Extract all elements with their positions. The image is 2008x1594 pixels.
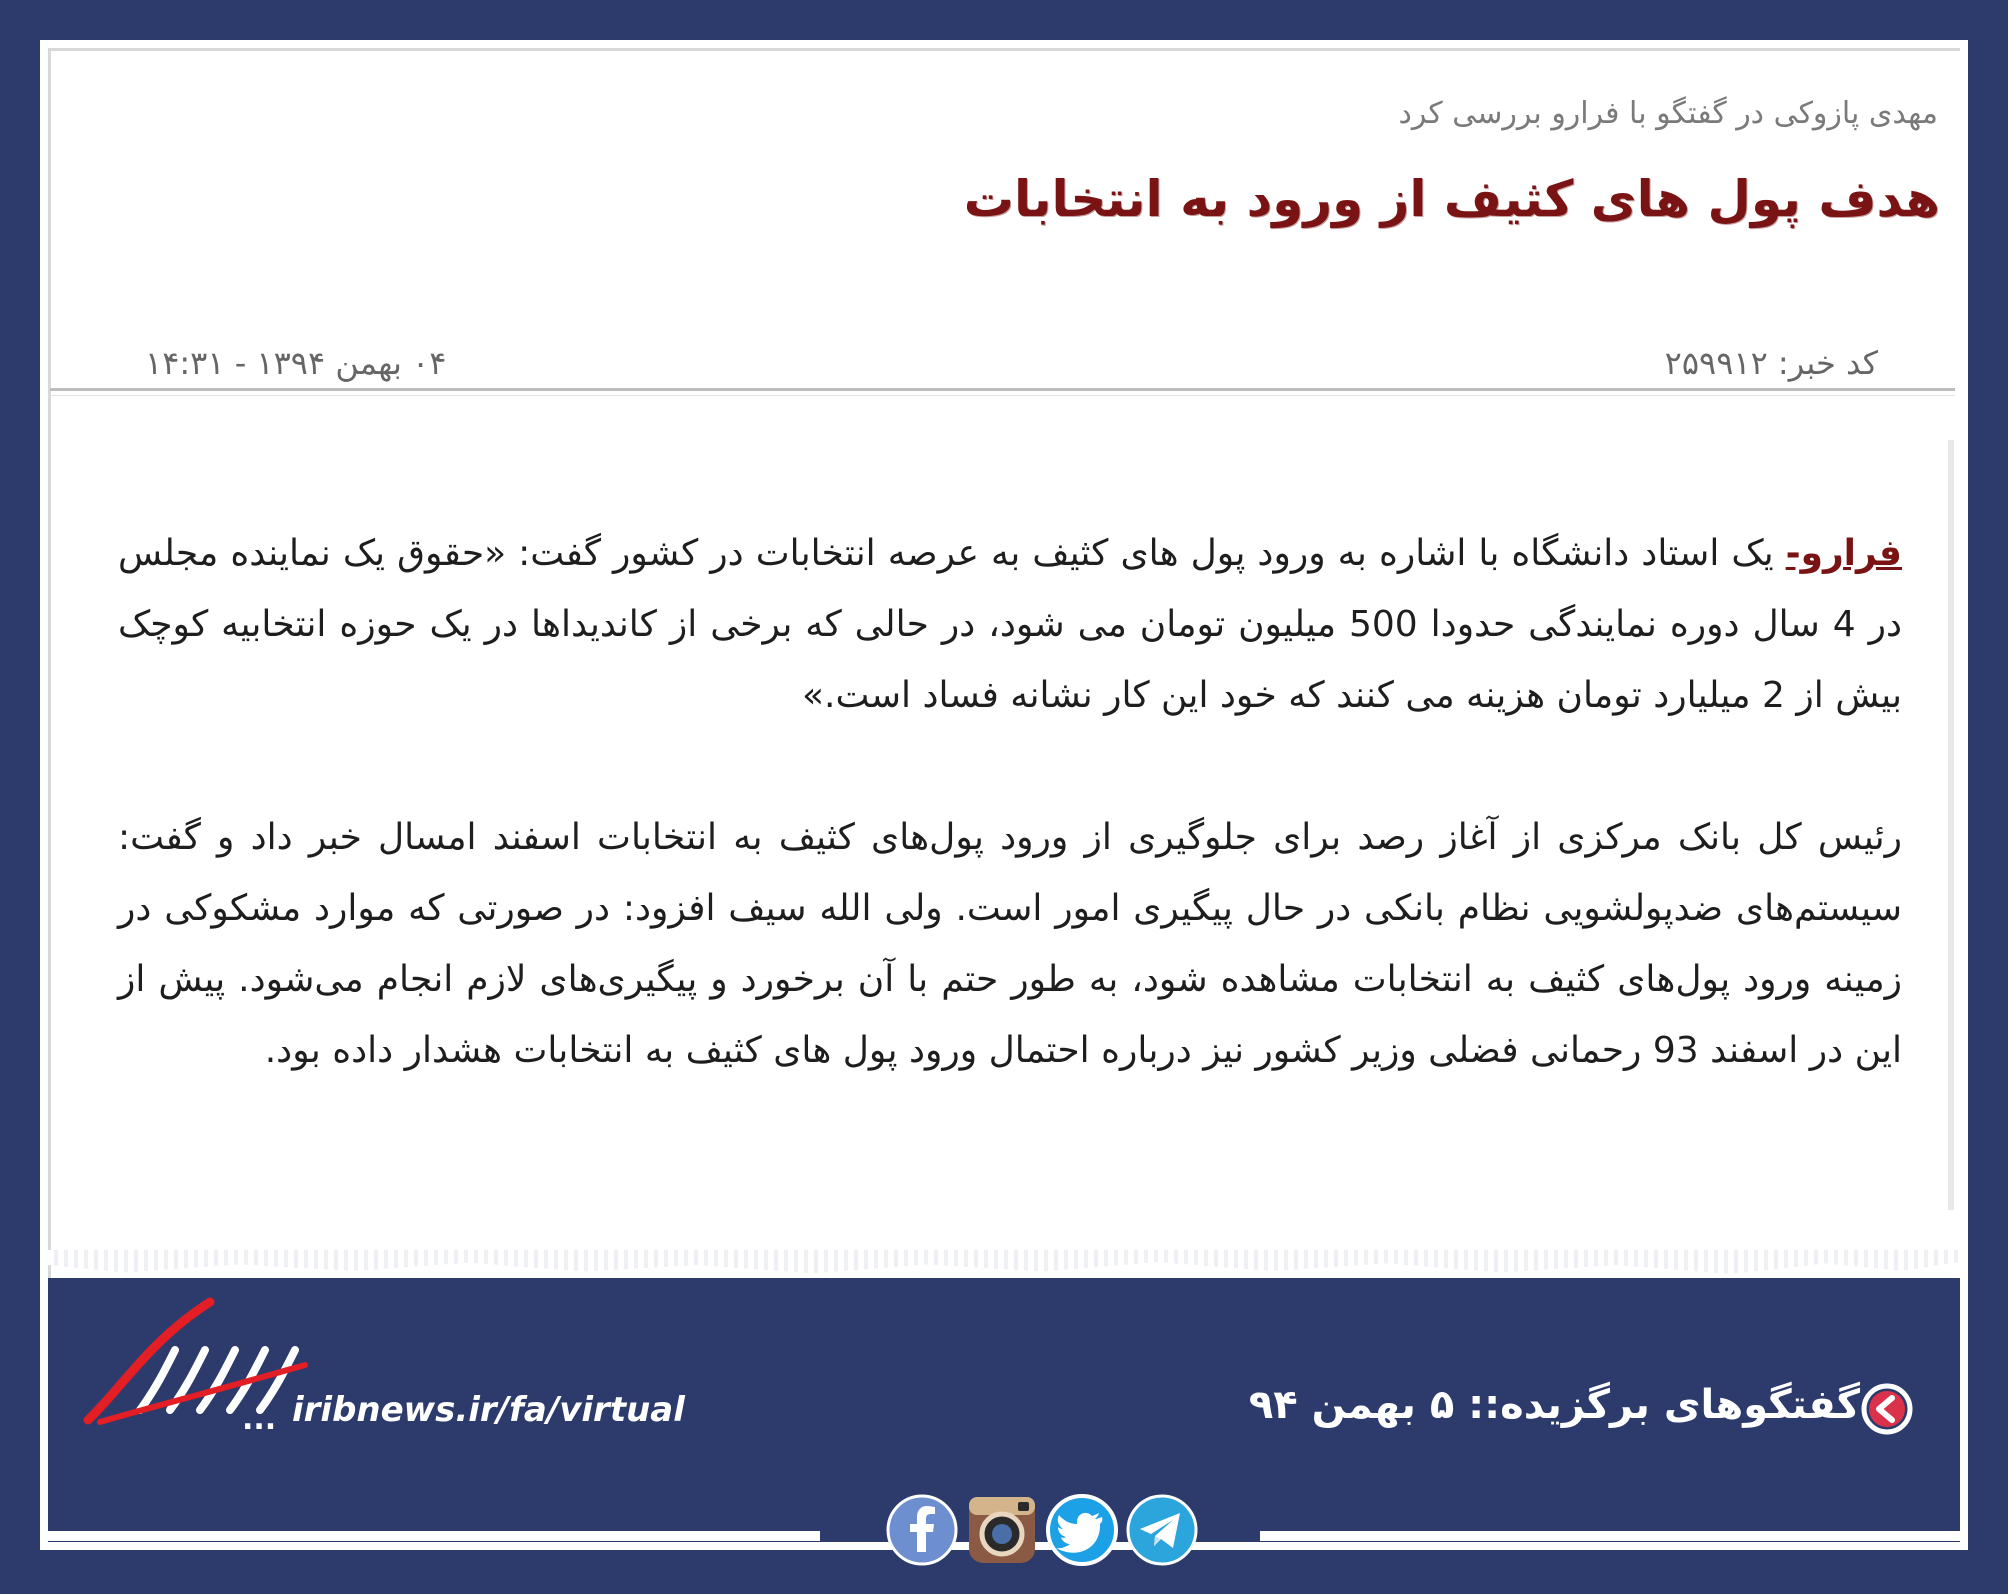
- paragraph-1-text: یک استاد دانشگاه با اشاره به ورود پول های کثیف به عرصه انتخابات در کشور گفت: «حقوق یک نماینده مجلس در 4 سال دوره نمایندگی حدودا 500 میلیون تومان می شود، در حالی که برخی از کاندیداها در یک حوزه انتخابیه کوچک بیش از 2 میلیارد تومان هزینه می کنند که خود این کار نشانه فساد است.»: [118, 533, 1902, 716]
- article-supertitle: مهدی پازوکی در گفتگو با فرارو بررسی کرد: [1398, 96, 1938, 131]
- telegram-icon[interactable]: [1124, 1492, 1200, 1568]
- paragraph-1: [118, 518, 1902, 731]
- instagram-icon[interactable]: [964, 1492, 1040, 1568]
- header-divider: [50, 388, 1955, 396]
- twitter-icon[interactable]: [1044, 1492, 1120, 1568]
- article-headline: هدف پول های کثیف از ورود به انتخابات: [963, 170, 1940, 228]
- source-link[interactable]: فرارو-: [1785, 533, 1902, 574]
- paragraph-2: رئیس کل بانک مرکزی از آغاز رصد برای جلوگیری از ورود پول‌های کثیف به انتخابات اسفند امسال خبر داد و گفت: سیستم‌های ضدپولشویی نظام بانکی در حال پیگیری امور است. ولی الله سیف افزود: در صورتی که موارد مشکوکی در زمینه ورود پول‌های کثیف به انتخابات مشاهده شود، به طور حتم با آن برخورد و پیگیری‌های لازم انجام می‌شود. پیش از این در اسفند 93 رحمانی فضلی وزیر کشور نیز درباره احتمال ورود پول های کثیف به انتخابات هشدار داده بود.: [118, 817, 1902, 1071]
- publish-date: ۰۴ بهمن ۱۳۹۴ - ۱۴:۳۱: [145, 344, 447, 382]
- news-code: کد خبر: ۲۵۹۹۱۲: [1664, 344, 1878, 382]
- article-body: [118, 518, 1902, 1157]
- url-ellipsis: ...: [242, 1402, 277, 1437]
- scrollbar[interactable]: [1948, 440, 1954, 1210]
- play-left-icon: [1860, 1382, 1914, 1436]
- footer-line-left: [48, 1531, 820, 1541]
- irib-logo: [80, 1290, 320, 1430]
- site-url[interactable]: iribnews.ir/fa/virtual: [292, 1390, 685, 1430]
- footer-caption: گفتگوهای برگزیده:: ۵ بهمن ۹۴: [1248, 1382, 1860, 1428]
- facebook-icon[interactable]: [884, 1492, 960, 1568]
- footer-line-right: [1260, 1531, 1960, 1541]
